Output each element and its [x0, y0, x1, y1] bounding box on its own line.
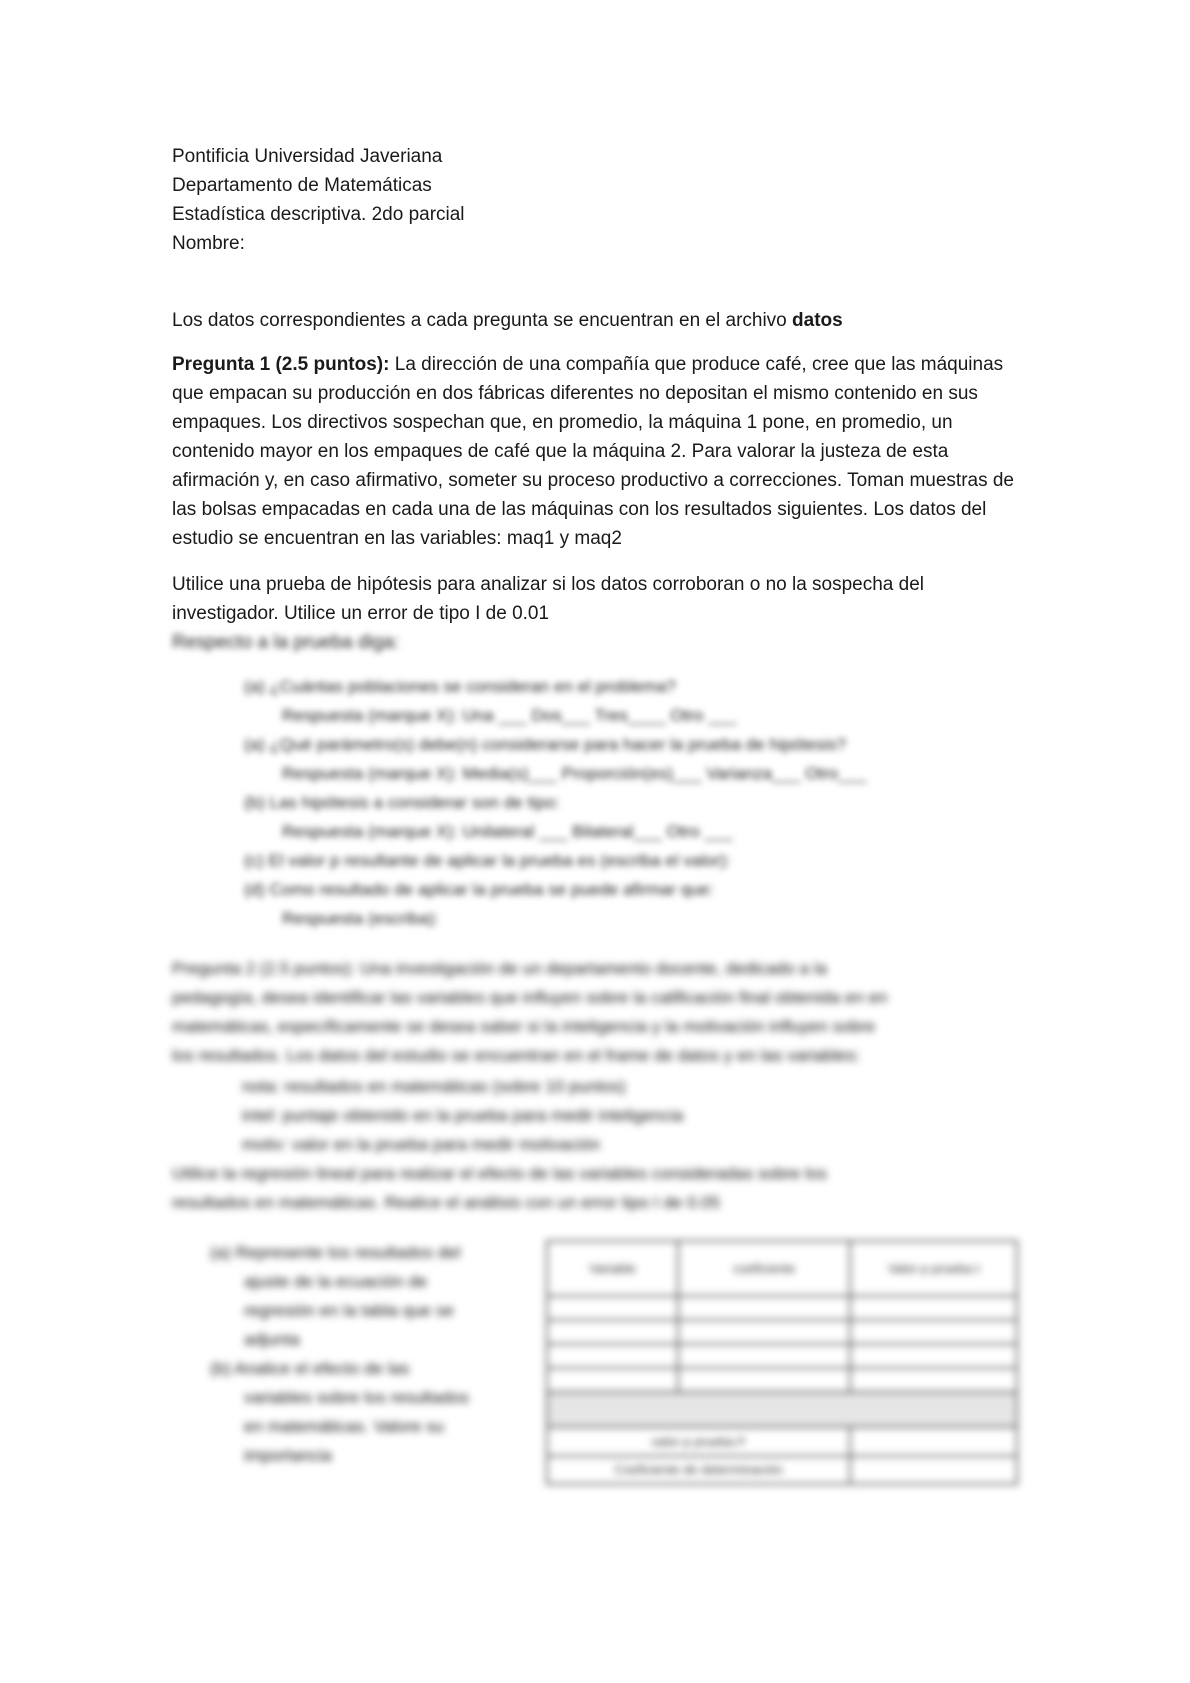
pregunta2-line-1: Pregunta 2 (2.5 puntos): Una investigación de un departamento docente, dedicado a la [172, 959, 827, 978]
task-b-line-2: variables sobre los resultados [244, 1388, 469, 1407]
table-cell[interactable] [850, 1456, 1017, 1485]
task-b-line-4: importancia [244, 1446, 332, 1465]
task-a-line-1: (a) Represente los resultados del [210, 1243, 461, 1262]
pregunta1-title: Pregunta 1 (2.5 puntos): [172, 354, 390, 375]
header-valor-p: Valor p prueba t [850, 1241, 1017, 1296]
item-a2-answer: Respuesta (marque X): Media(s)___ Proporción(es)___ Varianza___ Otro___ [282, 764, 867, 783]
table-row [547, 1368, 1017, 1392]
table-row [547, 1344, 1017, 1368]
item-a-question: (a) ¿Cuántas poblaciones se consideran en el problema? [244, 677, 676, 696]
table-cell[interactable] [850, 1344, 1017, 1368]
regression-results-table [546, 1240, 1018, 1485]
table-cell[interactable] [547, 1296, 678, 1320]
department-name: Departamento de Matemáticas [172, 175, 432, 196]
table-footer-row [547, 1456, 1017, 1485]
pregunta2-instruction-1: Utilice la regresión lineal para realizar el efecto de las variables consideradas sobre los [172, 1164, 827, 1183]
name-label: Nombre: [172, 233, 245, 254]
task-a-line-4: adjunta [244, 1330, 300, 1349]
variable-motiv: motiv: valor en la prueba para medir motivación [242, 1135, 601, 1154]
table-cell[interactable] [850, 1368, 1017, 1392]
table-row [547, 1320, 1017, 1344]
table-cell[interactable] [850, 1296, 1017, 1320]
table-cell[interactable] [547, 1368, 678, 1392]
pregunta2-line-2: pedagogía, desea identificar las variables que influyen sobre la calificación final obtenida en en [172, 988, 888, 1007]
table-cell[interactable] [678, 1344, 850, 1368]
respecto-label: Respecto a la prueba diga: [172, 632, 400, 653]
table-cell[interactable] [547, 1344, 678, 1368]
intro-line [172, 306, 843, 335]
pregunta2-instruction-2: resultados en matemáticas. Realice el análisis con un error tipo I de 0.05 [172, 1193, 721, 1212]
pregunta1-paragraph [172, 350, 1032, 553]
separator-cell [547, 1392, 1017, 1427]
pregunta2-line-3: matemáticas, específicamente se desea saber si la inteligencia y la motivación influyen sobre [172, 1017, 876, 1036]
item-a2-question: (a) ¿Qué parámetro(s) debe(n) considerarse para hacer la prueba de hipótesis? [244, 735, 846, 754]
table-cell[interactable] [850, 1427, 1017, 1455]
header-variable: Variable [547, 1241, 678, 1296]
intro-text: Los datos correspondientes a cada pregunta se encuentran en el archivo [172, 310, 793, 331]
table-row [547, 1296, 1017, 1320]
university-name: Pontificia Universidad Javeriana [172, 146, 443, 167]
table-cell[interactable] [678, 1368, 850, 1392]
table-cell[interactable] [547, 1320, 678, 1344]
pregunta1-body: La dirección de una compañía que produce café, cree que las máquinas que empacan su producción en dos fábricas diferentes no depositan el mismo contenido en sus empaques. Los directivos sospechan que, en promedio, la máquina 1 pone, en promedio, un contenido mayor en los empaques de café que la máquina 2. Para valorar la justeza de esta afirmación y, en caso afirmativo, someter su proceso productivo a correcciones. Toman muestras de las bolsas empacadas en cada una de las máquinas con los resultados siguientes. Los datos del estudio se encuentran en las variables: maq1 y maq2 [172, 354, 1015, 549]
task-a-line-3: regresión en la tabla que se [244, 1301, 454, 1320]
table-footer-row [547, 1427, 1017, 1455]
task-b-line-1: (b) Analice el efecto de las [210, 1359, 410, 1378]
variable-intel: intel: puntaje obtenido en la prueba para medir inteligencia [242, 1106, 684, 1125]
footer-label-coef-det: Coeficiente de determinación [547, 1456, 850, 1485]
item-b-answer: Respuesta (marque X): Unilateral ___ Bilateral___ Otro ___ [282, 822, 733, 841]
item-c-question: (c) El valor p resultante de aplicar la prueba es (escriba el valor): [244, 851, 731, 870]
table-separator-row [547, 1392, 1017, 1427]
table-header-row [547, 1241, 1017, 1296]
header-coeficiente: coeficiente [678, 1241, 850, 1296]
variable-nota: nota: resultados en matemáticas (sobre 10 puntos) [242, 1077, 626, 1096]
table-cell[interactable] [850, 1320, 1017, 1344]
item-d-answer: Respuesta (escriba): [282, 909, 439, 928]
item-b-question: (b) Las hipótesis a considerar son de tipo: [244, 793, 560, 812]
pregunta2-line-4: los resultados. Los datos del estudio se encuentran en el frame de datos y en las variables: [172, 1046, 860, 1065]
item-a-answer: Respuesta (marque X): Una ___ Dos___ Tres____ Otro ___ [282, 706, 737, 725]
task-b-line-3: en matemáticas. Valore su [244, 1417, 444, 1436]
course-title: Estadística descriptiva. 2do parcial [172, 204, 465, 225]
table-cell[interactable] [678, 1296, 850, 1320]
item-d-question: (d) Como resultado de aplicar la prueba se puede afirmar que: [244, 880, 714, 899]
table-cell[interactable] [678, 1320, 850, 1344]
data-file-name: datos [792, 310, 843, 331]
task-a-line-2: ajuste de la ecuación de [244, 1272, 428, 1291]
footer-label-valor-p-f: valor p prueba F [547, 1427, 850, 1455]
pregunta1-instruction: Utilice una prueba de hipótesis para analizar si los datos corroboran o no la sospecha del investigador. Utilice un error de tipo I de 0.01 [172, 574, 925, 624]
